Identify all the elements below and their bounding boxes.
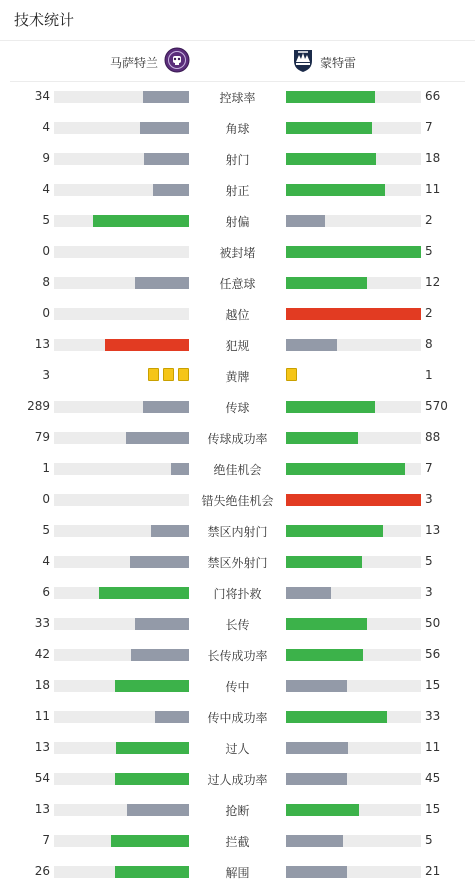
away-stat-value: 11 xyxy=(425,740,441,754)
home-bar-track xyxy=(54,308,189,320)
away-bar-track xyxy=(286,680,421,692)
home-bar xyxy=(126,432,189,444)
away-stat-value: 1 xyxy=(425,368,433,382)
stat-label: 过人 xyxy=(225,742,250,756)
home-bar xyxy=(135,618,189,630)
away-bar xyxy=(286,308,421,320)
stat-label: 传中成功率 xyxy=(207,711,268,725)
home-stat-value: 33 xyxy=(34,616,50,630)
away-stat-value: 5 xyxy=(425,244,433,258)
home-stat-value: 26 xyxy=(34,864,50,878)
stat-label: 角球 xyxy=(225,122,250,136)
home-bar-track xyxy=(54,401,189,413)
stat-row xyxy=(0,422,475,453)
stat-row xyxy=(0,856,475,887)
stat-label: 错失绝佳机会 xyxy=(201,494,274,508)
home-bar xyxy=(130,556,189,568)
home-bar-track xyxy=(54,680,189,692)
away-stat-value: 3 xyxy=(425,585,433,599)
stat-label: 传中 xyxy=(225,680,250,694)
home-stat-value: 289 xyxy=(27,399,50,413)
stat-row xyxy=(0,236,475,267)
home-bar xyxy=(151,525,189,537)
home-stat-value: 11 xyxy=(34,709,50,723)
stat-row xyxy=(0,360,475,391)
home-bar xyxy=(115,773,189,785)
home-stat-value: 9 xyxy=(42,151,50,165)
home-bar xyxy=(111,835,189,847)
home-bar-track xyxy=(54,432,189,444)
away-bar xyxy=(286,463,405,475)
away-bar xyxy=(286,246,421,258)
stat-row xyxy=(0,81,475,112)
away-bar-track xyxy=(286,494,421,506)
away-stat-value: 2 xyxy=(425,306,433,320)
away-bar xyxy=(286,401,375,413)
stat-row xyxy=(0,112,475,143)
away-bar xyxy=(286,618,367,630)
home-stat-value: 4 xyxy=(42,182,50,196)
home-stat-value: 0 xyxy=(42,306,50,320)
page-title: 技术统计 xyxy=(14,11,75,29)
home-bar-track xyxy=(54,773,189,785)
away-stat-value: 2 xyxy=(425,213,433,227)
away-bar xyxy=(286,680,347,692)
home-stat-value: 42 xyxy=(34,647,50,661)
home-bar-track xyxy=(54,184,189,196)
stat-label: 拦截 xyxy=(225,835,250,849)
home-yellow-cards xyxy=(148,368,189,381)
home-stat-value: 5 xyxy=(42,213,50,227)
home-bar xyxy=(99,587,189,599)
stat-label: 黄牌 xyxy=(225,370,250,384)
away-stat-value: 3 xyxy=(425,492,433,506)
stat-label: 被封堵 xyxy=(219,246,256,260)
home-bar-track xyxy=(54,339,189,351)
home-bar-track xyxy=(54,122,189,134)
stat-row xyxy=(0,484,475,515)
away-bar xyxy=(286,339,337,351)
stat-row xyxy=(0,329,475,360)
home-stat-value: 79 xyxy=(34,430,50,444)
home-stat-value: 0 xyxy=(42,244,50,258)
home-stat-value: 5 xyxy=(42,523,50,537)
away-stat-value: 50 xyxy=(425,616,441,630)
away-bar xyxy=(286,525,383,537)
away-bar xyxy=(286,432,358,444)
away-stat-value: 7 xyxy=(425,120,433,134)
away-bar xyxy=(286,153,376,165)
away-bar-track xyxy=(286,91,421,103)
away-bar-track xyxy=(286,556,421,568)
home-bar-track xyxy=(54,91,189,103)
away-bar-track xyxy=(286,773,421,785)
home-team[interactable] xyxy=(110,48,190,76)
home-bar xyxy=(143,91,189,103)
home-stat-value: 1 xyxy=(42,461,50,475)
away-yellow-cards xyxy=(286,368,297,381)
stat-label: 禁区外射门 xyxy=(207,556,268,570)
home-stat-value: 18 xyxy=(34,678,50,692)
away-bar-track xyxy=(286,153,421,165)
away-bar xyxy=(286,711,387,723)
away-bar-track xyxy=(286,308,421,320)
stat-row xyxy=(0,670,475,701)
away-bar xyxy=(286,91,375,103)
away-bar-track xyxy=(286,804,421,816)
team-header xyxy=(0,44,475,80)
home-bar xyxy=(115,680,189,692)
away-bar xyxy=(286,835,343,847)
home-bar-track xyxy=(54,618,189,630)
stat-label: 射正 xyxy=(225,184,250,198)
away-bar xyxy=(286,866,347,878)
away-bar-track xyxy=(286,866,421,878)
stat-label: 任意球 xyxy=(219,277,256,291)
away-bar-track xyxy=(286,835,421,847)
away-bar xyxy=(286,494,421,506)
away-bar-track xyxy=(286,122,421,134)
away-bar xyxy=(286,184,385,196)
stats-table xyxy=(0,81,475,887)
away-stat-value: 15 xyxy=(425,802,441,816)
home-bar xyxy=(135,277,189,289)
away-bar-track xyxy=(286,587,421,599)
away-stat-value: 33 xyxy=(425,709,441,723)
home-bar-track xyxy=(54,866,189,878)
mazatlan-crest-icon xyxy=(164,47,190,77)
home-stat-value: 54 xyxy=(34,771,50,785)
away-bar xyxy=(286,742,348,754)
away-bar-track xyxy=(286,277,421,289)
yellow-card-icon xyxy=(178,368,189,381)
stat-row xyxy=(0,515,475,546)
home-bar-track xyxy=(54,649,189,661)
stat-row xyxy=(0,639,475,670)
away-stat-value: 56 xyxy=(425,647,441,661)
stat-row xyxy=(0,205,475,236)
home-stat-value: 3 xyxy=(42,368,50,382)
stat-row xyxy=(0,794,475,825)
away-bar xyxy=(286,277,367,289)
home-bar-track xyxy=(54,463,189,475)
home-bar-track xyxy=(54,804,189,816)
home-stat-value: 13 xyxy=(34,740,50,754)
away-team-name: 蒙特雷 xyxy=(320,55,357,70)
stat-label: 过人成功率 xyxy=(207,773,268,787)
home-stat-value: 0 xyxy=(42,492,50,506)
stat-row xyxy=(0,732,475,763)
yellow-card-icon xyxy=(163,368,174,381)
stat-label: 绝佳机会 xyxy=(213,463,262,477)
away-stat-value: 5 xyxy=(425,833,433,847)
away-bar xyxy=(286,773,347,785)
away-stat-value: 66 xyxy=(425,89,441,103)
away-bar-track xyxy=(286,711,421,723)
yellow-card-icon xyxy=(148,368,159,381)
away-bar-track xyxy=(286,463,421,475)
stat-label: 长传 xyxy=(225,618,250,632)
home-stat-value: 34 xyxy=(34,89,50,103)
away-stat-value: 7 xyxy=(425,461,433,475)
away-stat-value: 21 xyxy=(425,864,441,878)
away-stat-value: 570 xyxy=(425,399,448,413)
home-bar xyxy=(153,184,189,196)
home-bar xyxy=(131,649,189,661)
away-stat-value: 13 xyxy=(425,523,441,537)
stat-row xyxy=(0,577,475,608)
home-bar xyxy=(105,339,189,351)
home-bar xyxy=(140,122,189,134)
away-stat-value: 5 xyxy=(425,554,433,568)
home-bar-track xyxy=(54,556,189,568)
stat-label: 抢断 xyxy=(225,804,250,818)
home-bar-track xyxy=(54,587,189,599)
stat-row xyxy=(0,174,475,205)
stat-label: 控球率 xyxy=(219,91,256,105)
home-bar-track xyxy=(54,246,189,258)
away-bar xyxy=(286,556,362,568)
stat-row xyxy=(0,763,475,794)
stat-label: 长传成功率 xyxy=(207,649,268,663)
stat-label: 犯规 xyxy=(225,339,250,353)
home-bar-track xyxy=(54,215,189,227)
home-bar-track xyxy=(54,711,189,723)
stat-label: 射门 xyxy=(225,153,250,167)
home-bar xyxy=(127,804,189,816)
away-bar-track xyxy=(286,184,421,196)
stat-row xyxy=(0,701,475,732)
away-bar-track xyxy=(286,246,421,258)
stat-label: 越位 xyxy=(225,308,250,322)
home-bar-track xyxy=(54,494,189,506)
home-bar-track xyxy=(54,525,189,537)
away-team[interactable] xyxy=(292,48,356,76)
away-stat-value: 12 xyxy=(425,275,441,289)
home-bar-track xyxy=(54,153,189,165)
home-bar xyxy=(144,153,189,165)
away-stat-value: 45 xyxy=(425,771,441,785)
home-bar xyxy=(171,463,189,475)
monterrey-crest-icon xyxy=(292,47,314,77)
stat-label: 门将扑救 xyxy=(213,587,262,601)
away-stat-value: 8 xyxy=(425,337,433,351)
away-bar-track xyxy=(286,432,421,444)
home-bar-track xyxy=(54,277,189,289)
stat-row xyxy=(0,391,475,422)
stat-row xyxy=(0,267,475,298)
away-bar-track xyxy=(286,339,421,351)
away-bar xyxy=(286,649,363,661)
stat-row xyxy=(0,453,475,484)
home-bar-track xyxy=(54,835,189,847)
home-stat-value: 7 xyxy=(42,833,50,847)
stat-label: 射偏 xyxy=(225,215,250,229)
stat-row xyxy=(0,608,475,639)
away-bar xyxy=(286,122,372,134)
home-stat-value: 4 xyxy=(42,554,50,568)
stat-label: 传球 xyxy=(225,401,250,415)
home-stat-value: 13 xyxy=(34,802,50,816)
home-stat-value: 13 xyxy=(34,337,50,351)
away-bar-track xyxy=(286,401,421,413)
away-bar-track xyxy=(286,649,421,661)
away-bar-track xyxy=(286,215,421,227)
home-bar xyxy=(143,401,189,413)
away-bar-track xyxy=(286,525,421,537)
stat-row xyxy=(0,546,475,577)
home-bar xyxy=(155,711,189,723)
stat-row xyxy=(0,143,475,174)
divider xyxy=(0,40,475,41)
home-team-name: 马萨特兰 xyxy=(109,55,158,70)
away-bar xyxy=(286,804,359,816)
stat-label: 禁区内射门 xyxy=(207,525,268,539)
away-stat-value: 15 xyxy=(425,678,441,692)
away-stat-value: 11 xyxy=(425,182,441,196)
stat-row xyxy=(0,298,475,329)
away-stat-value: 88 xyxy=(425,430,441,444)
home-bar xyxy=(116,742,189,754)
home-bar xyxy=(93,215,189,227)
home-stat-value: 6 xyxy=(42,585,50,599)
home-bar-track xyxy=(54,742,189,754)
stat-row xyxy=(0,825,475,856)
home-stat-value: 4 xyxy=(42,120,50,134)
stat-label: 解围 xyxy=(225,866,250,880)
away-bar-track xyxy=(286,742,421,754)
stat-label: 传球成功率 xyxy=(207,432,268,446)
away-bar xyxy=(286,587,331,599)
home-bar xyxy=(115,866,189,878)
yellow-card-icon xyxy=(286,368,297,381)
away-bar xyxy=(286,215,325,227)
away-stat-value: 18 xyxy=(425,151,441,165)
home-stat-value: 8 xyxy=(42,275,50,289)
away-bar-track xyxy=(286,618,421,630)
